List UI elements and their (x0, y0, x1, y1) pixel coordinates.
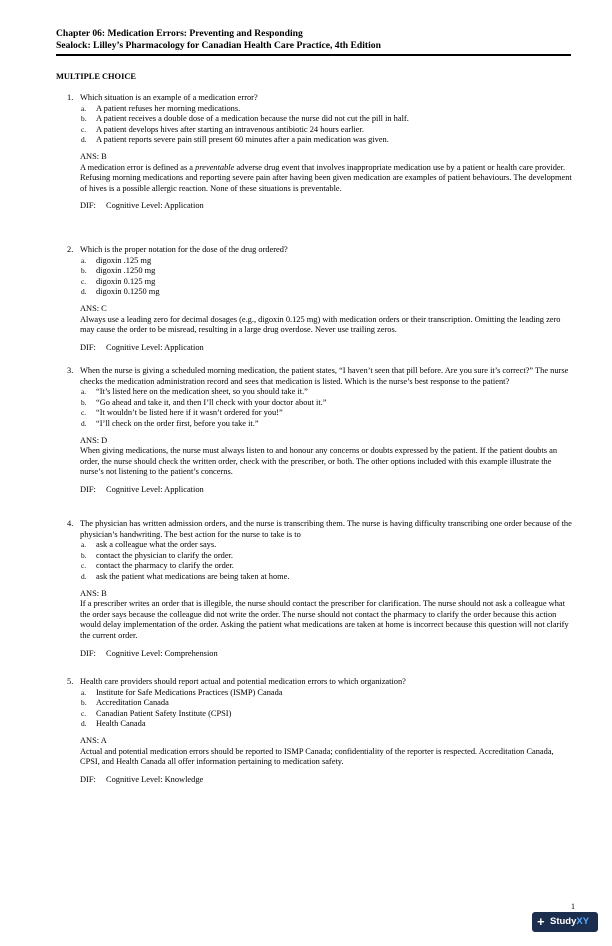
option-text: Canadian Patient Safety Institute (CPSI) (96, 708, 232, 718)
option-letter: b. (81, 397, 87, 407)
question-text: Which situation is an example of a medication error? (80, 93, 258, 102)
option-d (56, 572, 572, 583)
option-text: digoxin 0.1250 mg (96, 287, 160, 297)
difficulty (56, 649, 572, 660)
difficulty-value: Cognitive Level: Knowledge (106, 774, 204, 784)
option-d (56, 419, 572, 430)
option-b (56, 398, 572, 409)
section-title: MULTIPLE CHOICE (56, 72, 136, 81)
brand-accent: XY (576, 916, 590, 927)
rationale: If a prescriber writes an order that is illegible, the nurse should contact the prescriber for clarification. The nurse should not ask a colleague what the order says because the colleague did not write the order. The nurse should not contact the pharmacy to clarify the order because this action would delay implementation of the order. Asking the patient what medications are taken at home is incorrect because this question will not clarify the current order. (80, 599, 569, 640)
option-text: Accreditation Canada (96, 698, 169, 708)
option-letter: d. (81, 571, 87, 581)
rationale: Actual and potential medication errors should be reported to ISMP Canada; confidentiality of the reporter is respected. Accreditation Canada, CPSI, and Health Canada all offer information pertaining to medication safety. (80, 746, 554, 767)
option-letter: d. (81, 287, 87, 297)
difficulty-label: DIF: (80, 342, 96, 352)
option-a (56, 688, 572, 699)
option-a (56, 540, 572, 551)
question-2 (56, 245, 572, 353)
plus-icon: + (537, 914, 545, 929)
brand-name (550, 912, 589, 932)
answer: ANS: D (80, 435, 108, 445)
question-number: 4. (67, 519, 74, 528)
header-rule (56, 54, 571, 56)
option-text: ask the patient what medications are being taken at home. (96, 571, 290, 581)
option-text: A patient develops hives after starting an intravenous antibiotic 24 hours earlier. (96, 124, 364, 134)
option-d (56, 287, 572, 298)
difficulty (56, 343, 572, 354)
option-text: A patient reports severe pain still present 60 minutes after a pain medication was given. (96, 135, 389, 145)
option-text: digoxin 0.125 mg (96, 276, 156, 286)
answer: ANS: B (80, 588, 107, 598)
difficulty-label: DIF: (80, 201, 96, 211)
difficulty-label: DIF: (80, 648, 96, 658)
option-letter: a. (81, 687, 87, 697)
difficulty-label: DIF: (80, 774, 96, 784)
option-text: A patient refuses her morning medications. (96, 103, 241, 113)
book-title: Sealock: Lilley’s Pharmacology for Canadian Health Care Practice, 4th Edition (56, 40, 381, 51)
difficulty-value: Cognitive Level: Application (106, 342, 204, 352)
option-text: Health Canada (96, 719, 146, 729)
question-number: 2. (67, 245, 74, 254)
option-c (56, 125, 572, 136)
option-text: “It’s listed here on the medication sheet, so you should take it.” (96, 387, 308, 397)
option-letter: b. (81, 550, 87, 560)
option-c (56, 709, 572, 720)
options-list (56, 387, 572, 429)
question-text: Health care providers should report actual and potential medication errors to which organization? (80, 677, 406, 686)
question-text: When the nurse is giving a scheduled morning medication, the patient states, “I haven’t seen that pill before. Are you sure it’s correct?” The nurse checks the medication administration record and sees that medication is listed. Which is the nurse’s best response to the patient? (80, 366, 569, 386)
question-4 (56, 519, 572, 659)
option-text: Institute for Safe Medications Practices (ISMP) Canada (96, 687, 283, 697)
option-letter: d. (81, 418, 87, 428)
question-1 (56, 93, 572, 212)
brand-main: Study (550, 916, 577, 927)
option-letter: c. (81, 561, 87, 571)
option-letter: c. (81, 124, 87, 134)
question-number: 1. (67, 93, 74, 102)
question-stem (56, 366, 572, 387)
option-letter: b. (81, 266, 87, 276)
rationale (56, 163, 572, 195)
difficulty (56, 775, 572, 786)
answer: ANS: A (80, 735, 107, 745)
option-d (56, 719, 572, 730)
option-text: ask a colleague what the order says. (96, 540, 217, 550)
option-text: digoxin .125 mg (96, 255, 152, 265)
option-c (56, 277, 572, 288)
question-stem (56, 93, 572, 104)
rationale-text: adverse drug event that involves inappropriate medication use by a patient or health care provider. Refusing morning medications and reporting severe pain after having been given medication are examples of patient behaviours. The development of hives is a possible allergic reaction. None of these situations is preventable. (80, 162, 572, 193)
option-text: contact the physician to clarify the order. (96, 550, 233, 560)
options-list (56, 256, 572, 298)
option-b (56, 114, 572, 125)
option-letter: a. (81, 255, 87, 265)
chapter-title: Chapter 06: Medication Errors: Preventing and Responding (56, 28, 303, 39)
question-3 (56, 366, 572, 496)
option-letter: c. (81, 276, 87, 286)
page-number: 1 (571, 902, 575, 911)
question-stem (56, 245, 572, 256)
rationale-text: A medication error is defined as a (80, 162, 196, 172)
option-text: A patient receives a double dose of a medication because the nurse did not cut the pill in half. (96, 114, 409, 124)
difficulty-label: DIF: (80, 484, 96, 494)
option-letter: c. (81, 408, 87, 418)
option-text: contact the pharmacy to clarify the order. (96, 561, 234, 571)
answer: ANS: C (80, 303, 107, 313)
rationale: When giving medications, the nurse must always listen to and honour any concerns or doubts expressed by the patient. If the patient doubts an order, the nurse should check the written order, check with the prescriber, or both. The other options included with this example illustrate the nurse’s not listening to the patient’s concerns. (80, 446, 558, 477)
option-letter: b. (81, 114, 87, 124)
question-text: The physician has written admission orders, and the nurse is transcribing them. The nurse is having difficulty transcribing one order because of the physician’s handwriting. The best action for the nurse to take is to (80, 519, 572, 539)
option-d (56, 135, 572, 146)
options-list (56, 688, 572, 730)
option-b (56, 698, 572, 709)
difficulty-value: Cognitive Level: Application (106, 484, 204, 494)
page-header (56, 28, 571, 56)
difficulty-value: Cognitive Level: Comprehension (106, 648, 218, 658)
option-text: “I’ll check on the order first, before you take it.” (96, 418, 259, 428)
option-a (56, 104, 572, 115)
option-letter: b. (81, 698, 87, 708)
question-text: Which is the proper notation for the dose of the drug ordered? (80, 245, 288, 254)
options-list (56, 104, 572, 146)
option-letter: a. (81, 103, 87, 113)
options-list (56, 540, 572, 582)
difficulty (56, 201, 572, 212)
rationale-emphasis: preventable (195, 162, 235, 172)
question-number: 3. (67, 366, 74, 375)
question-number: 5. (67, 677, 74, 686)
question-5 (56, 677, 572, 785)
question-stem (56, 677, 572, 688)
option-b (56, 266, 572, 277)
option-b (56, 551, 572, 562)
answer: ANS: B (80, 151, 107, 161)
studyxy-logo[interactable] (532, 912, 598, 932)
option-letter: d. (81, 719, 87, 729)
option-letter: a. (81, 540, 87, 550)
option-letter: a. (81, 387, 87, 397)
option-c (56, 408, 572, 419)
difficulty (56, 485, 572, 496)
option-text: “It wouldn’t be listed here if it wasn’t ordered for you!” (96, 408, 283, 418)
option-c (56, 561, 572, 572)
rationale: Always use a leading zero for decimal dosages (e.g., digoxin 0.125 mg) with medication orders or their transcription. Omitting the leading zero may cause the order to be misread, resulting in a large drug overdose. Never use trailing zeros. (80, 314, 561, 335)
option-a (56, 387, 572, 398)
question-stem (56, 519, 572, 540)
option-a (56, 256, 572, 267)
difficulty-value: Cognitive Level: Application (106, 201, 204, 211)
option-letter: d. (81, 135, 87, 145)
option-letter: c. (81, 708, 87, 718)
option-text: “Go ahead and take it, and then I’ll check with your doctor about it.” (96, 397, 327, 407)
option-text: digoxin .1250 mg (96, 266, 156, 276)
